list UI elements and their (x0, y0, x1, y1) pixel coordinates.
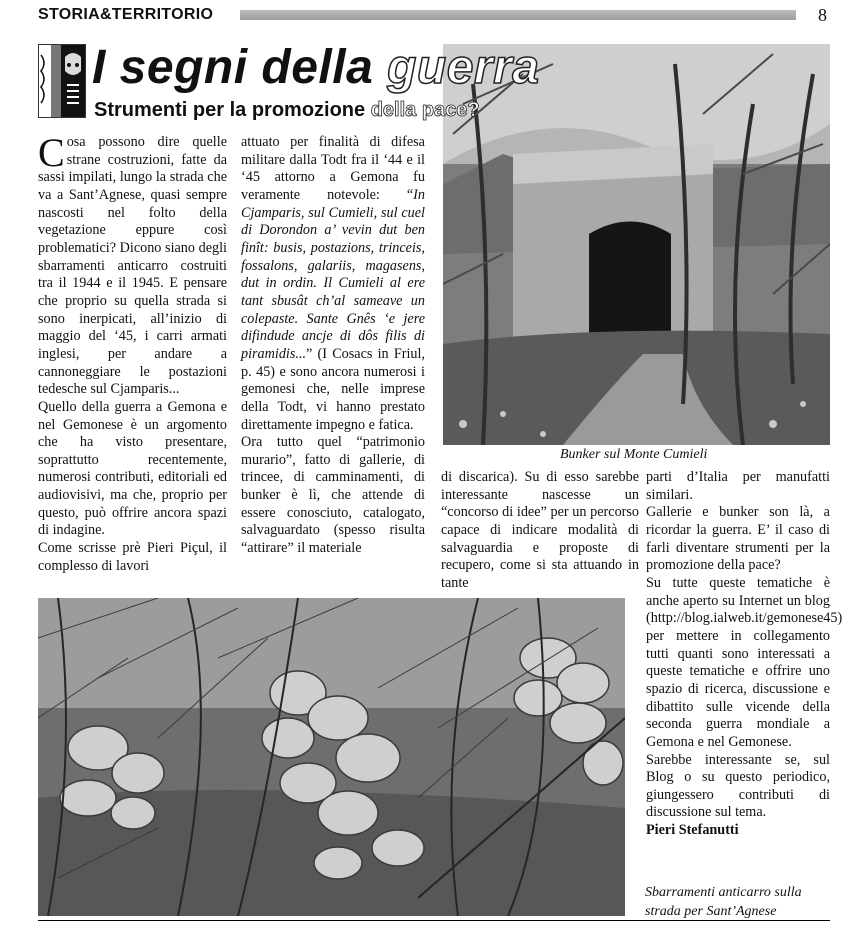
column-2 (241, 134, 425, 558)
bunker-caption: Bunker sul Monte Cumieli (560, 447, 708, 462)
paragraph: Sarebbe interessante se, sul Blog o su questo periodico, giungessero contributi di discussione sul tema. (646, 751, 830, 821)
paragraph: parti d’Italia per manufatti similari. (646, 469, 830, 503)
article-subtitle (94, 99, 480, 122)
section-label: STORIA&TERRITORIO (38, 6, 214, 23)
paragraph-text: osa possono dire quelle strane costruzioni, fatte da sassi impilati, lungo la strada che va a Sant’Agnese, quasi sempre nascosti nel folto della vegetazione eppure così problematici? Dicono siano degli sbarramenti anticarro costruiti tra il 1944 e il 1945. E pensare che proprio su quella strada si sono inerpicati, all’inizio di maggio del ‘45, i carri armati inglesi, per andare a cannoneggiare le postazioni tedesche sul Cjamparis... (38, 134, 227, 398)
paragraph: Come scrisse prè Pieri Piçul, il complesso di lavori (38, 540, 227, 574)
paragraph: Gallerie e bunker son là, a ricordar la guerra. E’ il caso di farli diventare strumenti per la promozione della pace? (646, 504, 830, 574)
paragraph: Su tutte queste tematiche è anche aperto su Internet un blog (http://blog.ialweb.it/gemonese45) per mettere in collegamento tutti quanti sono interessati a queste tematiche e offrire uno spazio di ricerca, discussione e dibattito sulle vicende della seconda guerra mondiale a Gemona e nel Gemonese. (646, 574, 843, 750)
paragraph (38, 130, 227, 399)
column-2b (441, 469, 639, 593)
paragraph-text: ” (I Cosacs in Friul, p. 45) e sono ancora numerosi i gemonesi che, nelle imprese della Todt, vi hanno prestato direttamente impegno e fatica. (241, 345, 425, 433)
caption-line: Sbarramenti anticarro sulla (645, 885, 802, 900)
magazine-logo (38, 44, 86, 118)
paragraph: Quello della guerra a Gemona e nel Gemonese è un argomento che ha visto presentare, soprattutto recentemente, numerosi contributi, editoriali ed audiovisivi, ma che, proprio per questo, può offrire ancora spazi di indagine. (38, 398, 227, 539)
barriers-photo (38, 598, 625, 916)
drop-cap: C (38, 130, 65, 175)
header-bar (240, 10, 796, 20)
subtitle-main: Strumenti per la promozione (94, 99, 371, 121)
paragraph-text: attuato per finalità di difesa militare dalla Todt fra il ‘44 e il ‘45 attorno a Gemona fu veramente notevole: “ (241, 134, 425, 203)
page-number: 8 (818, 5, 827, 25)
paragraph: Ora tutto quel “patrimonio murario”, fatto di gallerie, di trincee, di camminamenti, di bunker è lì, che attende di essere conosciuto, catalogato, salvaguardato (spesso risulta “attirare” il materiale (241, 434, 425, 557)
paragraph: di discarica). Su di esso sarebbe interessante nascesse un “concorso di idee” per un percorso capace di indicare modalità di salvaguardia e proposte di recupero, come si sta attuando in tante (441, 469, 639, 591)
title-main: I segni della (92, 41, 388, 94)
barriers-caption (645, 883, 802, 921)
article-title (92, 40, 539, 95)
column-3 (646, 469, 843, 840)
title-overlay: guerra (387, 41, 540, 94)
subtitle-overlay: della pace? (370, 99, 480, 121)
caption-line: strada per Sant’Agnese (645, 904, 777, 919)
friulian-quote: In Cjamparis, sul Cumieli, sul cuel di Dorondon a’ vevin dut ben finît: busis, postazions, trinceis, fossalons, galariis, magasens, dut in ordin. Il Cumieli al ere tant sbusât ch’al sameave un colepaste. Sante Gnês ‘e jere difindude ancje di dôs filis di piramidis... (241, 186, 425, 362)
author-signature: Pieri Stefanutti (646, 822, 739, 839)
bunker-photo (443, 44, 830, 445)
column-1 (38, 130, 227, 575)
paragraph (241, 134, 425, 434)
bottom-rule (38, 920, 830, 921)
